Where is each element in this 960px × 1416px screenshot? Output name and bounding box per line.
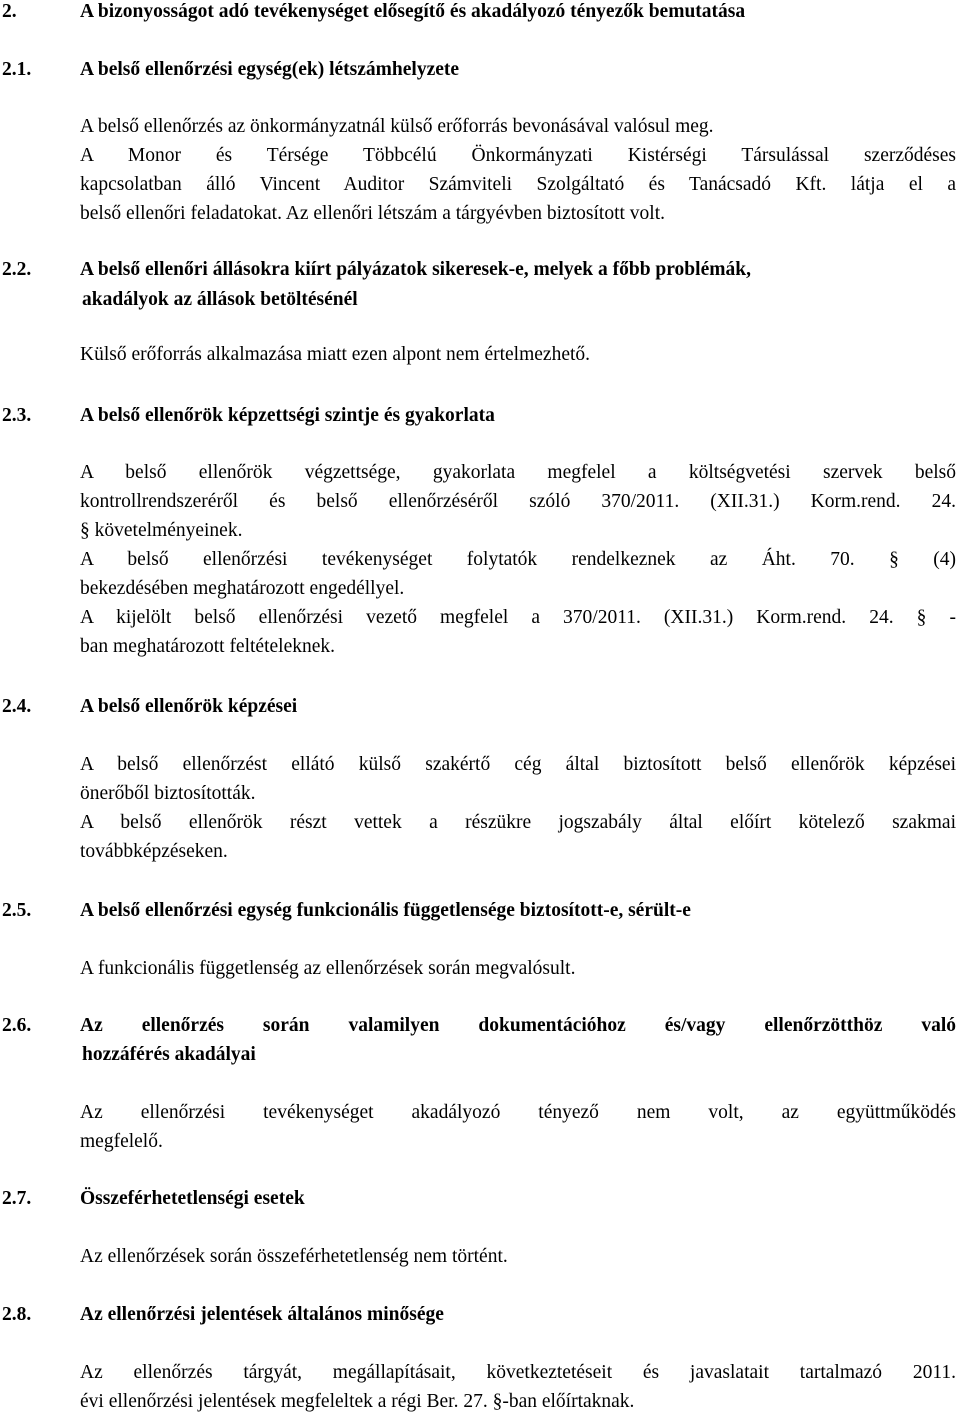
section-number: 2.7.: [2, 1188, 32, 1209]
section-title-line: A belső ellenőri állásokra kiírt pályázatok sikeresek-e, melyek a főbb problémák,: [80, 259, 751, 280]
section-title-line: Az ellenőrzés során valamilyen dokumentációhoz és/vagy ellenőrzötthöz való: [80, 1015, 956, 1036]
section-2-1-heading: [2, 57, 459, 83]
section-title-line: hozzáférés akadályai: [82, 1044, 256, 1065]
section-2-1-body: [80, 112, 956, 228]
section-number: 2.2.: [2, 259, 32, 280]
section-2-4-body: [80, 750, 956, 866]
section-2-6-body: [80, 1098, 956, 1156]
section-title-line: akadályok az állások betöltésénél: [82, 289, 358, 310]
chapter-number: 2.: [2, 1, 17, 22]
paragraph-line: A Monor és Térsége Többcélú Önkormányzati Kistérségi Társulással szerződéses: [80, 145, 956, 166]
section-2-8-heading: [2, 1302, 444, 1328]
paragraph-line: Az ellenőrzések során összeférhetetlenség nem történt.: [80, 1246, 508, 1267]
section-number: 2.8.: [2, 1304, 32, 1325]
paragraph-line: önerőből biztosították.: [80, 783, 256, 804]
section-2-6-heading: [2, 1013, 956, 1039]
section-title: A belső ellenőrzési egység(ek) létszámhelyzete: [80, 59, 460, 80]
section-title: Összeférhetetlenségi esetek: [80, 1188, 305, 1209]
paragraph-line: A funkcionális függetlenség az ellenőrzések során megvalósult.: [80, 958, 576, 979]
paragraph-line: A belső ellenőrök részt vettek a részükre jogszabály által előírt kötelező szakmai: [80, 812, 956, 833]
section-2-7-body: [80, 1242, 956, 1271]
section-2-3-heading: [2, 403, 495, 429]
section-title: A belső ellenőrök képzései: [80, 696, 298, 717]
section-2-2-body: [80, 340, 956, 369]
section-2-4-heading: [2, 694, 297, 720]
section-2-5-heading: [2, 898, 691, 924]
section-number: 2.6.: [2, 1015, 32, 1036]
paragraph-line: Az ellenőrzési tevékenységet akadályozó tényező nem volt, az együttműködés: [80, 1102, 956, 1123]
paragraph-line: belső ellenőri feladatokat. Az ellenőri létszám a tárgyévben biztosított volt.: [80, 203, 665, 224]
section-title: A belső ellenőrzési egység funkcionális függetlensége biztosított-e, sérült-e: [80, 900, 691, 921]
section-2-2-heading: [2, 257, 751, 283]
paragraph-line: § követelményeinek.: [80, 520, 243, 541]
section-number: 2.1.: [2, 59, 32, 80]
section-2-3-body: [80, 458, 956, 661]
section-2-5-body: [80, 954, 956, 983]
paragraph-line: kontrollrendszeréről és belső ellenőrzéséről szóló 370/2011. (XII.31.) Korm.rend. 24.: [80, 491, 956, 512]
paragraph-line: ban meghatározott feltételeknek.: [80, 636, 336, 657]
section-number: 2.5.: [2, 900, 32, 921]
section-number: 2.3.: [2, 405, 32, 426]
chapter-title: A bizonyosságot adó tevékenységet elősegítő és akadályozó tényezők bemutatása: [80, 1, 746, 22]
paragraph-line: kapcsolatban álló Vincent Auditor Számviteli Szolgáltató és Tanácsadó Kft. látja el a: [80, 174, 956, 195]
paragraph-line: továbbképzéseken.: [80, 841, 228, 862]
paragraph-line: A belső ellenőrzési tevékenységet folytatók rendelkeznek az Áht. 70. § (4): [80, 549, 956, 570]
paragraph-line: megfelelő.: [80, 1131, 163, 1152]
paragraph-line: A belső ellenőrök végzettsége, gyakorlata megfelel a költségvetési szervek belső: [80, 462, 956, 483]
section-title: A belső ellenőrök képzettségi szintje és gyakorlata: [80, 405, 495, 426]
paragraph-line: Az ellenőrzés tárgyát, megállapításait, következtetéseit és javaslatait tartalmazó 2011.: [80, 1362, 956, 1383]
paragraph-line: bekezdésében meghatározott engedéllyel.: [80, 578, 405, 599]
paragraph-line: A belső ellenőrzés az önkormányzatnál külső erőforrás bevonásával valósul meg.: [80, 116, 714, 137]
paragraph-line: A belső ellenőrzést ellátó külső szakértő cég által biztosított belső ellenőrök képzései: [80, 754, 956, 775]
paragraph-line: Külső erőforrás alkalmazása miatt ezen alpont nem értelmezhető.: [80, 344, 591, 365]
section-2-8-body: [80, 1358, 956, 1416]
section-title: Az ellenőrzési jelentések általános minősége: [80, 1304, 444, 1325]
paragraph-line: A kijelölt belső ellenőrzési vezető megfelel a 370/2011. (XII.31.) Korm.rend. 24. § -: [80, 607, 956, 628]
chapter-heading: [2, 0, 745, 25]
section-number: 2.4.: [2, 696, 32, 717]
paragraph-line: évi ellenőrzési jelentések megfeleltek a régi Ber. 27. §-ban előírtaknak.: [80, 1391, 635, 1412]
section-2-7-heading: [2, 1186, 305, 1212]
